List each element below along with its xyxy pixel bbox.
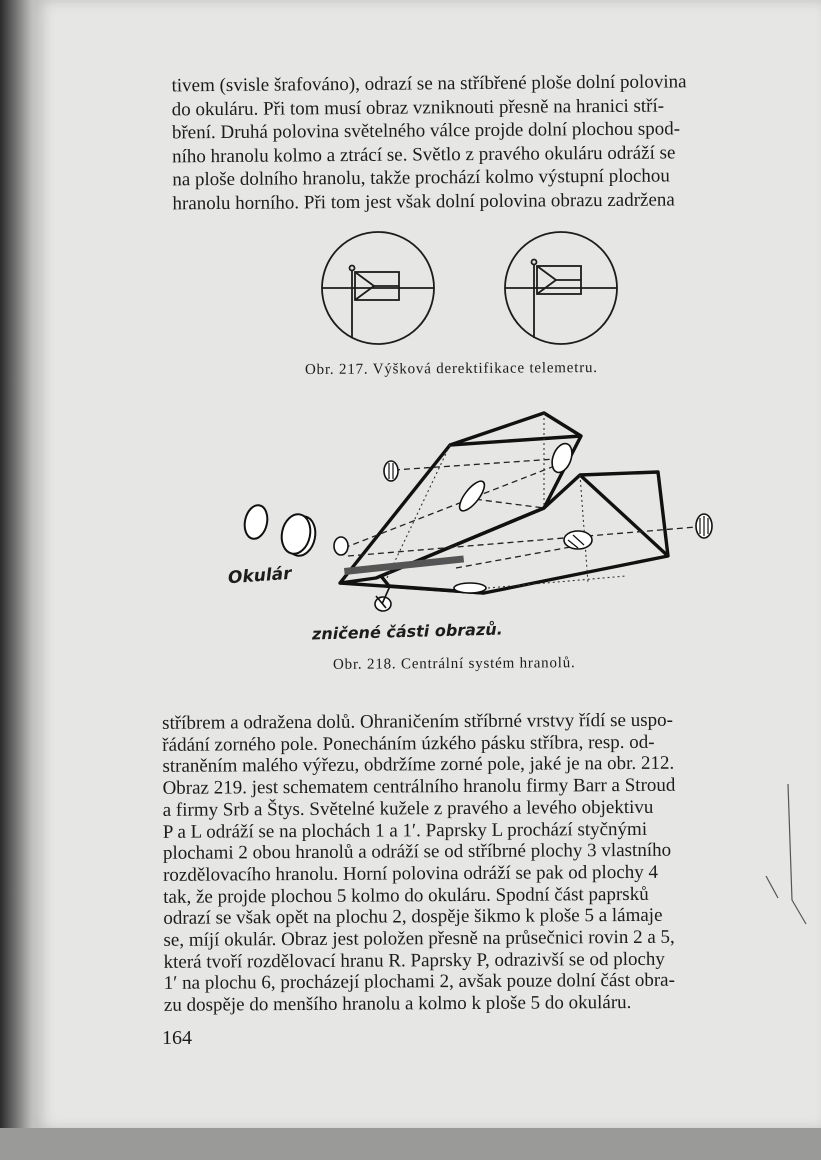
text-line: která tvoří rozdělovací hranu R. Paprsky P, odrazivší se od plochy xyxy=(163,948,665,973)
figure-217-diagram xyxy=(318,222,628,352)
text-line: stříbrem a odražena dolů. Ohraničením stříbrné vrstvy řídí se uspo- xyxy=(162,709,673,734)
text-line: hranolu horního. Při tom jest však dolní polovina obrazu zadržena xyxy=(172,188,675,214)
text-line: na ploše dolního hranolu, takže prochází kolmo výstupní plochou xyxy=(172,165,670,191)
text-line: straněním malého výřezu, obdržíme zorné pole, jaké je na obr. 212. xyxy=(162,753,675,778)
text-line: plochami 2 obou hranolů a odráží se od stříbrné plochy 3 vlastního xyxy=(162,839,672,865)
text-line: do okuláru. Při tom musí obraz vzniknouti přesně na hranici stří- xyxy=(171,95,665,120)
eyepiece-lenses xyxy=(242,503,319,558)
text-line: tivem (svisle šrafováno), odrazí se na stříbřené ploše dolní polovina xyxy=(171,71,687,97)
top-paragraph xyxy=(171,70,780,216)
lower-prism-outline xyxy=(381,472,668,593)
left-eyepiece-view xyxy=(322,232,434,344)
text-line: ního hranolu kolmo a ztrácí se. Světlo z pravého okuláru odráží se xyxy=(172,141,676,167)
text-line: se, míjí okulár. Obraz jest položen přesně na průsečnici rovin 2 a 5, xyxy=(163,926,675,951)
figure-218-caption: Obr. 218. Centrální systém hranolů. xyxy=(332,655,576,673)
silvered-strip xyxy=(344,555,464,575)
text-line: odrazí se však opět na plochu 2, dospěje šikmo k ploše 5 a lámaje xyxy=(163,905,663,930)
text-line: P a L odráží se na plochách 1 a 1′. Paprsky L prochází styčnými xyxy=(162,818,648,843)
right-eyepiece-view xyxy=(505,232,617,344)
margin-pencil-mark xyxy=(758,780,808,930)
text-line: rozdělovacího hranolu. Horní polovina odráží se pak od plochy 4 xyxy=(163,861,659,886)
text-line: tak, že projde plochou 5 kolmo do okuláru. Spodní část paprsků xyxy=(163,883,649,908)
figure-217-caption: Obr. 217. Výšková derektifikace telemetru. xyxy=(304,359,598,379)
text-line: 1′ na plochu 6, procházejí plochami 2, avšak pouze dolní část obra- xyxy=(163,970,675,995)
text-line: řádání zorného pole. Ponecháním úzkého pásku stříbra, resp. od- xyxy=(162,731,655,756)
text-line: Obraz 219. jest schematem centrálního hranolu firmy Barr a Stroud xyxy=(162,774,676,799)
light-ray xyxy=(456,546,576,568)
text-line: bření. Druhá polovina světelného válce projde dolní plochou spod- xyxy=(171,118,681,144)
text-line: a firmy Srb a Štys. Světelné kužele z pravého a levého objektivu xyxy=(162,796,654,821)
bottom-paragraph xyxy=(162,709,768,1017)
page-number: 164 xyxy=(162,1027,192,1049)
destroyed-part-handwritten-label: zničené části obrazů. xyxy=(311,619,503,644)
figure-218-diagram xyxy=(226,408,726,623)
page-bottom-edge xyxy=(0,1128,821,1160)
eyepiece-handwritten-label: Okulár xyxy=(227,563,293,589)
text-line: zu dospěje do menšího hranolu a kolmo k ploše 5 do okuláru. xyxy=(163,992,632,1016)
